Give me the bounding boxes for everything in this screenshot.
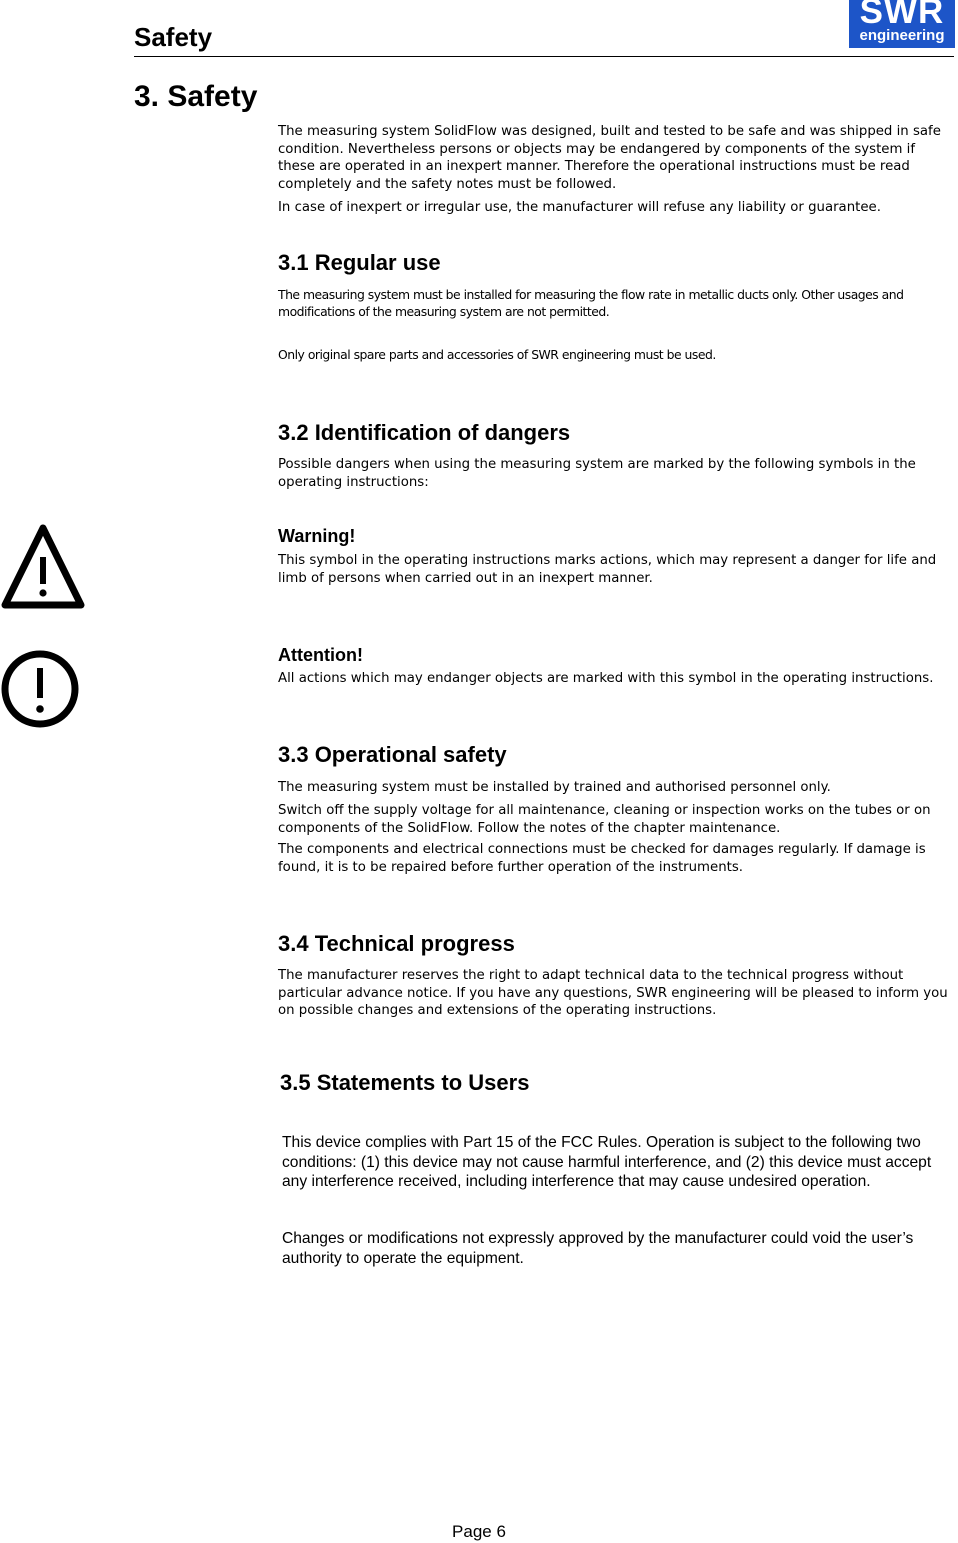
logo-text-engineering: engineering [859,27,945,44]
intro-paragraph-2: In case of inexpert or irregular use, the manufacturer will refuse any liability or guarantee. [278,200,881,215]
fcc-statement-paragraph-1: This device complies with Part 15 of the FCC Rules. Operation is subject to the following two conditions: (1) this device may not cause harmful interference, and (2) this device must accept any interference received, including interference that may cause undesired operation. [282,1134,932,1190]
page-number: Page 6 [452,1522,506,1541]
heading-identification-of-dangers: 3.2 Identification of dangers [278,420,571,445]
heading-operational-safety: 3.3 Operational safety [278,742,507,767]
heading-technical-progress: 3.4 Technical progress [278,931,515,956]
logo-text-swr: SWR [859,0,945,31]
heading-regular-use: 3.1 Regular use [278,250,441,275]
technical-paragraph-1: The manufacturer reserves the right to adapt technical data to the technical progress without particular advance notice. If you have any questions, SWR engineering will be pleased to inform you on possible changes and extensions of the operating instructions. [278,968,948,1018]
attention-exclamation-icon [0,648,84,732]
heading-statements-to-users: 3.5 Statements to Users [280,1070,530,1095]
fcc-statement-paragraph-2: Changes or modifications not expressly approved by the manufacturer could void the user’s authority to operate the equipment. [282,1230,914,1267]
warning-triangle-icon [0,522,86,610]
attention-title: Attention! [278,645,363,665]
dangers-intro: Possible dangers when using the measuring system are marked by the following symbols in the operating instructions: [278,457,916,490]
page-title: 3. Safety [134,80,258,113]
header-rule [134,56,954,57]
warning-text: This symbol in the operating instructions marks actions, which may represent a danger for life and limb of persons when carried out in an inexpert manner. [278,553,937,586]
regular-use-paragraph-1: The measuring system must be installed for measuring the flow rate in metallic ducts only. Other usages and modifications of the measuring system are not permitted. [278,287,904,319]
regular-use-paragraph-2: Only original spare parts and accessories of SWR engineering must be used. [278,347,716,362]
operational-paragraph-1: The measuring system must be installed by trained and authorised personnel only. [278,780,831,795]
intro-paragraph-1: The measuring system SolidFlow was designed, built and tested to be safe and was shipped in safe condition. Nevertheless persons or objects may be endangered by components of the system if these are operated in an inexpert manner. Therefore the operational instructions must be read completely and the safety notes must be followed. [278,124,941,192]
operational-paragraph-2: Switch off the supply voltage for all maintenance, cleaning or inspection works on the tubes or on components of the SolidFlow. Follow the notes of the chapter maintenance. [278,803,931,836]
attention-text: All actions which may endanger objects are marked with this symbol in the operating instructions. [278,671,934,686]
warning-title: Warning! [278,526,356,546]
header-section-title: Safety [134,22,213,52]
company-logo [849,0,955,48]
operational-paragraph-3: The components and electrical connections must be checked for damages regularly. If damage is found, it is to be repaired before further operation of the instruments. [278,842,926,875]
